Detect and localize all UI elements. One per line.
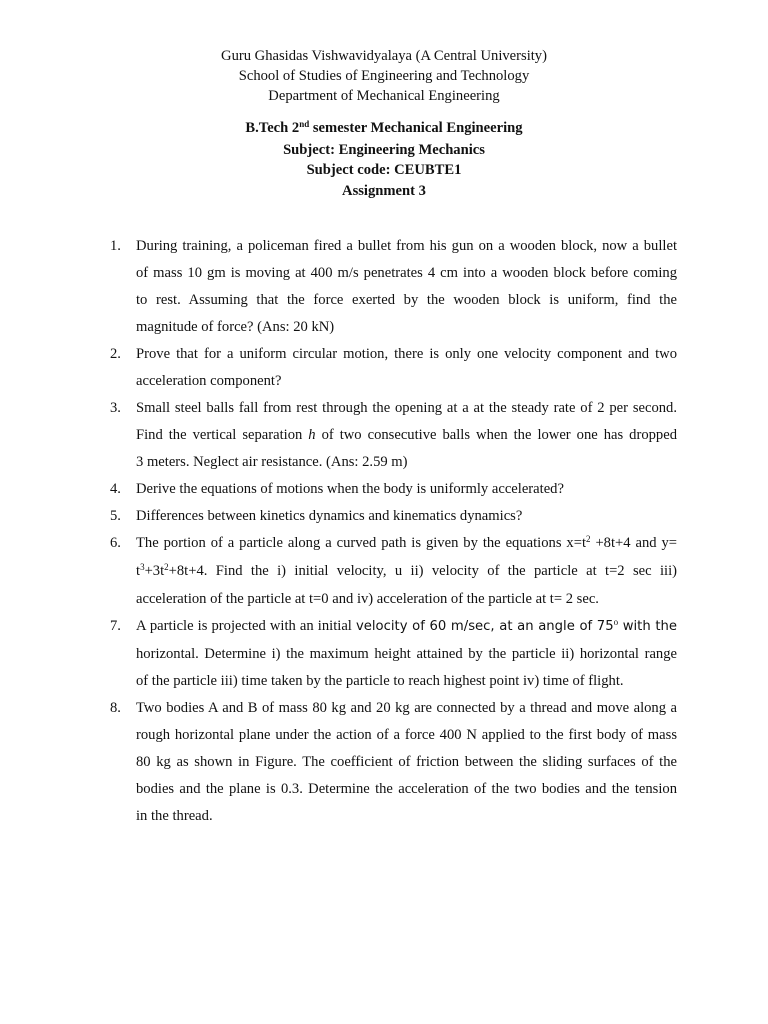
question-number: 4. <box>110 481 121 497</box>
question-text: The portion of a particle along a curved path is given by the equations $x=t^2 +8t+4$ and y= $t^3+3t^2+8t+4$. Find the i) initial velocity, u ii) velocity of the particle at t=2 sec iii) acceleration of the particle at t=0 and iv) acceleration of the particle at t= 2 sec. <box>136 534 677 607</box>
question-5 <box>110 503 677 530</box>
assignment-title: Assignment 3 <box>342 182 426 199</box>
document-header <box>0 46 768 201</box>
question-text: A particle is projected with an initial velocity of 60 m/sec, at an angle of 75$^o$ with the horizontal. Determine i) the maximum height attained by the particle ii) horizontal range of the particle iii) time taken by the particle to reach highest point iv) time of flight. <box>136 617 677 689</box>
question-text: During training, a policeman fired a bullet from his gun on a wooden block, now a bullet of mass 10 gm is moving at 400 m/s penetrates 4 cm into a wooden block before coming to rest. Assuming that the force exerted by the wooden block is uniform, find the magnitude of force? (Ans: 20 kN) <box>136 238 677 335</box>
question-4 <box>110 476 677 503</box>
department-name: Department of Mechanical Engineering <box>268 88 500 104</box>
university-name: Guru Ghasidas Vishwavidyalaya (A Central University) <box>221 48 547 64</box>
subject-code: Subject code: CEUBTE1 <box>306 162 462 178</box>
question-text: Differences between kinetics dynamics and kinematics dynamics? <box>136 508 523 524</box>
question-text: Prove that for a uniform circular motion, there is only one velocity component and two acceleration component? <box>136 346 677 389</box>
question-number: 2. <box>110 346 121 362</box>
course-title: B.Tech 2nd semester Mechanical Engineering <box>245 119 523 136</box>
question-8 <box>110 695 677 830</box>
subject-title: Subject: Engineering Mechanics <box>283 141 485 158</box>
variable-h: h <box>308 427 316 443</box>
question-number: 6. <box>110 535 121 551</box>
question-text: Two bodies A and B of mass 80 kg and 20 kg are connected by a thread and move along a rough horizontal plane under the action of a force 400 N applied to the first body of mass 80 kg as shown in Figure. The coefficient of friction between the sliding surfaces of the bodies and the plane is 0.3. Determine the acceleration of the two bodies and the tension in the thread. <box>136 700 677 824</box>
question-7 <box>110 613 677 695</box>
question-text: Derive the equations of motions when the body is uniformly accelerated? <box>136 481 564 497</box>
question-number: 3. <box>110 400 121 416</box>
question-2 <box>110 341 677 395</box>
question-list <box>110 233 677 830</box>
question-1 <box>110 233 677 341</box>
question-6 <box>110 530 677 613</box>
question-number: 5. <box>110 508 121 524</box>
question-number: 8. <box>110 700 121 716</box>
school-name: School of Studies of Engineering and Technology <box>238 68 530 84</box>
question-3 <box>110 395 677 476</box>
question-number: 7. <box>110 618 121 634</box>
question-number: 1. <box>110 238 121 254</box>
question-text: Small steel balls fall from rest through the opening at a at the steady rate of 2 per second. Find the vertical separation h of two consecutive balls when the lower one has dropped 3 meters. Neglect air resistance. (Ans: 2.59 m) <box>136 400 677 470</box>
